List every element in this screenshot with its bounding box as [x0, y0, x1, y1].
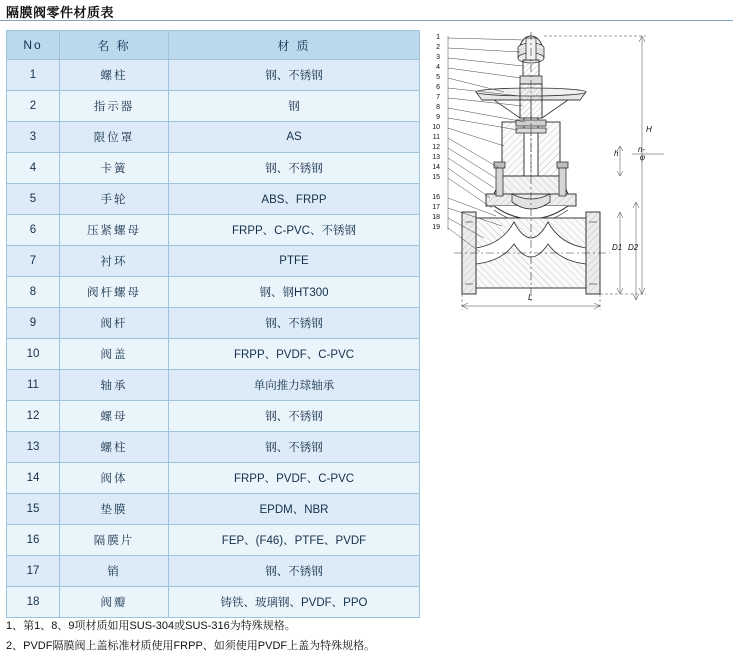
callout-1: 1 — [436, 34, 440, 41]
cell-no: 1 — [7, 60, 60, 91]
cell-material: ABS、FRPP — [169, 184, 420, 215]
notes-block — [6, 616, 506, 656]
cell-name: 螺柱 — [60, 60, 169, 91]
cell-no: 4 — [7, 153, 60, 184]
callout-2: 2 — [436, 44, 440, 51]
cell-name: 指示器 — [60, 91, 169, 122]
table-row — [7, 153, 420, 184]
callout-18: 18 — [432, 214, 440, 221]
callout-10: 10 — [432, 124, 440, 131]
column-header-no: No — [7, 31, 60, 60]
valve-drawing-svg — [424, 26, 724, 316]
dimension-L: L — [528, 293, 533, 302]
cell-name: 阀瓣 — [60, 587, 169, 618]
cell-name: 压紧螺母 — [60, 215, 169, 246]
cell-no: 13 — [7, 432, 60, 463]
cell-name: 阀杆 — [60, 308, 169, 339]
cell-no: 18 — [7, 587, 60, 618]
cell-no: 16 — [7, 525, 60, 556]
table-row — [7, 277, 420, 308]
cell-material: AS — [169, 122, 420, 153]
callout-9: 9 — [436, 114, 440, 121]
table-row — [7, 401, 420, 432]
table-header — [7, 31, 420, 60]
cell-material: EPDM、NBR — [169, 494, 420, 525]
dimension-H: H — [646, 125, 652, 134]
valve-assembly-drawing — [424, 26, 724, 316]
cell-name: 阀杆螺母 — [60, 277, 169, 308]
table-row — [7, 91, 420, 122]
cell-name: 手轮 — [60, 184, 169, 215]
cell-no: 8 — [7, 277, 60, 308]
table-row — [7, 370, 420, 401]
cell-no: 10 — [7, 339, 60, 370]
cell-material: 钢、不锈钢 — [169, 556, 420, 587]
cell-no: 14 — [7, 463, 60, 494]
table-row — [7, 215, 420, 246]
cell-no: 6 — [7, 215, 60, 246]
table-row — [7, 246, 420, 277]
cell-name: 衬环 — [60, 246, 169, 277]
cell-material: 钢、钢HT300 — [169, 277, 420, 308]
table-row — [7, 556, 420, 587]
cell-name: 阀盖 — [60, 339, 169, 370]
note-1: 1、第1、8、9项材质如用SUS-304或SUS-316为特殊规格。 — [6, 620, 296, 632]
cell-material: 钢、不锈钢 — [169, 60, 420, 91]
callout-8: 8 — [436, 104, 440, 111]
callout-19: 19 — [432, 224, 440, 231]
callout-7: 7 — [436, 94, 440, 101]
table-row — [7, 494, 420, 525]
dimension-n-phi: n-φ — [638, 145, 646, 162]
cell-material: 钢、不锈钢 — [169, 432, 420, 463]
callout-6: 6 — [436, 84, 440, 91]
callout-5: 5 — [436, 74, 440, 81]
callout-17: 17 — [432, 204, 440, 211]
table-row — [7, 339, 420, 370]
callout-11: 11 — [432, 134, 440, 141]
table-row — [7, 463, 420, 494]
table-row — [7, 60, 420, 91]
cell-no: 17 — [7, 556, 60, 587]
cell-material: FEP、(F46)、PTFE、PVDF — [169, 525, 420, 556]
cell-name: 垫膜 — [60, 494, 169, 525]
cell-material: 钢 — [169, 91, 420, 122]
cell-no: 12 — [7, 401, 60, 432]
cell-material: 钢、不锈钢 — [169, 308, 420, 339]
table-row — [7, 432, 420, 463]
cell-material: FRPP、PVDF、C-PVC — [169, 339, 420, 370]
cell-no: 11 — [7, 370, 60, 401]
cell-material: 单向推力球轴承 — [169, 370, 420, 401]
cell-material: FRPP、PVDF、C-PVC — [169, 463, 420, 494]
table-body — [7, 60, 420, 618]
table-row — [7, 184, 420, 215]
cell-no: 3 — [7, 122, 60, 153]
table-row — [7, 308, 420, 339]
dimension-D2: D2 — [628, 243, 639, 252]
callout-4: 4 — [436, 64, 440, 71]
dimension-h: h — [614, 149, 619, 158]
callout-12: 12 — [432, 144, 440, 151]
cell-name: 隔膜片 — [60, 525, 169, 556]
cell-name: 限位罩 — [60, 122, 169, 153]
cell-name: 螺柱 — [60, 432, 169, 463]
callout-15: 15 — [432, 174, 440, 181]
cell-material: 铸铁、玻璃钢、PVDF、PPO — [169, 587, 420, 618]
table-row — [7, 122, 420, 153]
cell-name: 轴承 — [60, 370, 169, 401]
cell-material: FRPP、C-PVC、不锈钢 — [169, 215, 420, 246]
material-table — [6, 30, 420, 618]
callout-16: 16 — [432, 194, 440, 201]
callout-3: 3 — [436, 54, 440, 61]
cell-material: PTFE — [169, 246, 420, 277]
table-row — [7, 525, 420, 556]
callout-14: 14 — [432, 164, 440, 171]
cell-name: 阀体 — [60, 463, 169, 494]
cell-material: 钢、不锈钢 — [169, 401, 420, 432]
callout-13: 13 — [432, 154, 440, 161]
cell-no: 7 — [7, 246, 60, 277]
cell-name: 卡簧 — [60, 153, 169, 184]
cell-no: 5 — [7, 184, 60, 215]
column-header-material: 材 质 — [169, 31, 420, 60]
dimension-D1: D1 — [612, 243, 623, 252]
cell-no: 2 — [7, 91, 60, 122]
cell-no: 9 — [7, 308, 60, 339]
table-row — [7, 587, 420, 618]
page-title: 隔膜阀零件材质表 — [6, 5, 115, 20]
cell-material: 钢、不锈钢 — [169, 153, 420, 184]
title-divider — [0, 20, 733, 21]
cell-name: 螺母 — [60, 401, 169, 432]
table-header-row — [7, 31, 420, 60]
cell-name: 销 — [60, 556, 169, 587]
cell-no: 15 — [7, 494, 60, 525]
column-header-name: 名 称 — [60, 31, 169, 60]
material-table-container — [6, 30, 416, 618]
note-2: 2、PVDF隔膜阀上盖标准材质使用FRPP、如须使用PVDF上盖为特殊规格。 — [6, 640, 376, 652]
